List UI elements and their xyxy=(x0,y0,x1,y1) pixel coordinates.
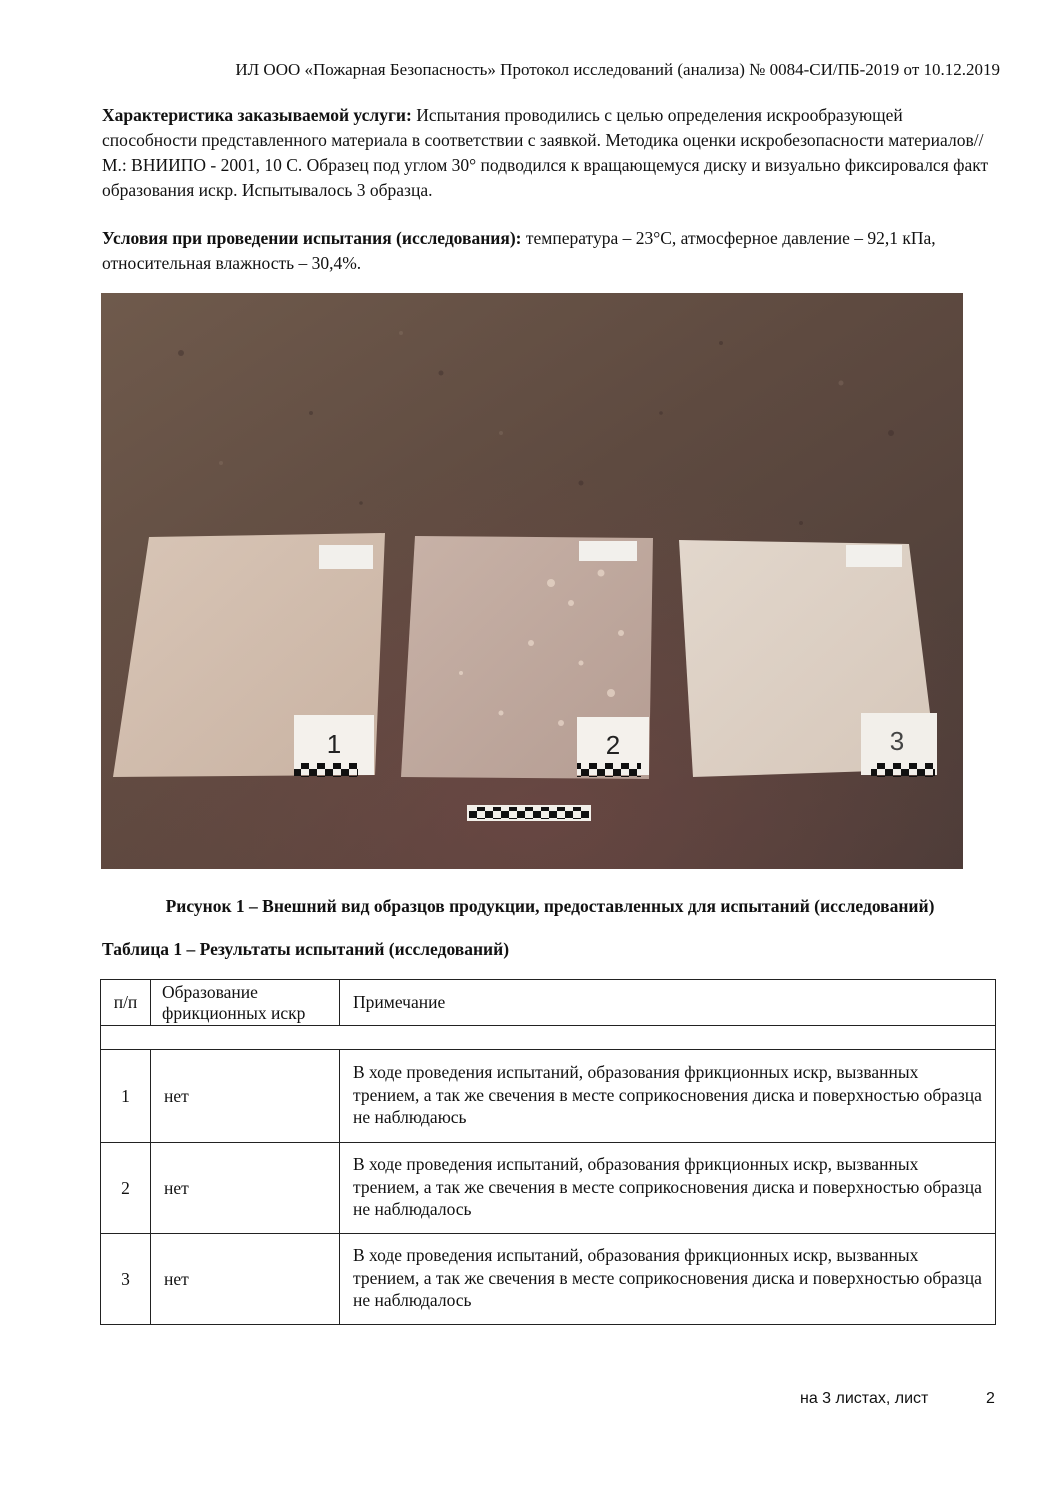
figure-caption: Рисунок 1 – Внешний вид образцов продукции, предоставленных для испытаний (исследований) xyxy=(165,896,935,916)
test-conditions xyxy=(102,226,1002,276)
service-description xyxy=(102,103,1002,203)
table-row xyxy=(101,1050,996,1143)
sample-label-2: 2 xyxy=(605,730,621,760)
header-number: п/п xyxy=(101,980,151,1026)
table-row xyxy=(101,1234,996,1325)
row-note: В ходе проведения испытаний, образования фрикционных искр, вызванных трением, а так же свечения в месте соприкосновения диска и поверхностью образца не наблюдалось xyxy=(340,1143,996,1234)
samples-photo xyxy=(101,293,963,869)
row-note: В ходе проведения испытаний, образования фрикционных искр, вызванных трением, а так же свечения в месте соприкосновения диска и поверхностью образца не наблюдалось xyxy=(340,1234,996,1325)
conditions-text: температура – 23°С, атмосферное давление – 92,1 кПа, относительная влажность – 30,4%. xyxy=(102,228,936,273)
row-number: 2 xyxy=(101,1143,151,1234)
row-note: В ходе проведения испытаний, образования фрикционных искр, вызванных трением, а так же свечения в месте соприкосновения диска и поверхностью образца не наблюдаюсь xyxy=(340,1050,996,1143)
table-title: Таблица 1 – Результаты испытаний (исследований) xyxy=(102,939,510,959)
sample-label-3: 3 xyxy=(889,726,905,756)
sheets-count: на 3 листах, лист xyxy=(800,1390,929,1407)
conditions-label: Условия при проведении испытания (исследования): xyxy=(102,228,522,248)
table-spacer-row xyxy=(101,1026,996,1050)
row-sparks: нет xyxy=(151,1143,340,1234)
row-number: 3 xyxy=(101,1234,151,1325)
document-header: ИЛ ООО «Пожарная Безопасность» Протокол исследований (анализа) № 0084-СИ/ПБ-2019 от 10.12.2019 xyxy=(235,60,1000,79)
header-sparks: Образование фрикционных искр xyxy=(151,980,340,1026)
page-number: 2 xyxy=(986,1390,995,1407)
row-number: 1 xyxy=(101,1050,151,1143)
table-row xyxy=(101,1143,996,1234)
row-sparks: нет xyxy=(151,1050,340,1143)
table-header-row xyxy=(101,980,996,1026)
sample-label-1: 1 xyxy=(326,729,342,759)
header-note: Примечание xyxy=(340,980,996,1026)
row-sparks: нет xyxy=(151,1234,340,1325)
results-table xyxy=(100,979,996,1325)
service-label: Характеристика заказываемой услуги: xyxy=(102,105,412,125)
service-text: Испытания проводились с целью определения искрообразующей способности представленного материала в соответствии с заявкой. Методика оценки искробезопасности материалов// М.: ВНИИПО - 2001, 10 С. Образец под углом 30° подводился к вращающемуся диску и визуально фиксировался факт образования искр. Испытывалось 3 образца. xyxy=(102,105,989,200)
